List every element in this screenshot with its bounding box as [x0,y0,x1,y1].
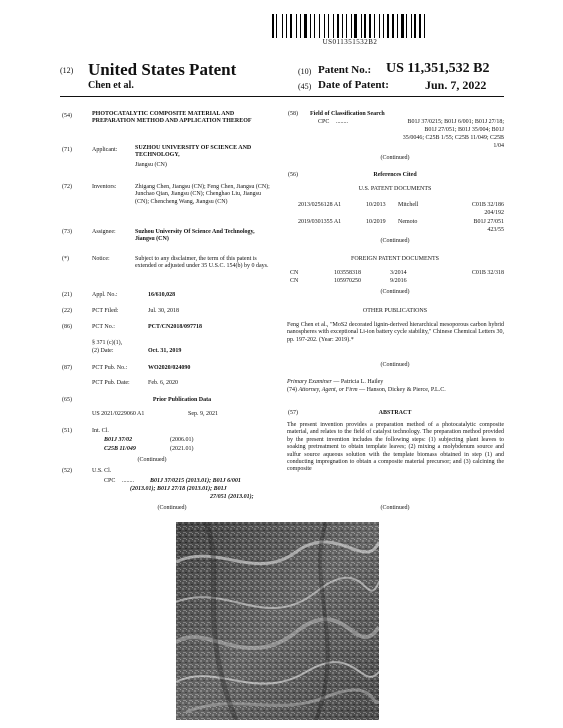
intcl-version: (2006.01) [170,437,194,443]
s371-date: Oct. 31, 2019 [148,348,182,354]
uscl-line-2: (2013.01); B01J 27/18 (2013.01); B01J [130,486,227,492]
us-doc-class: B01J 27/051 [473,219,504,225]
barcode-bar [372,14,373,38]
barcode-bar [426,14,428,38]
barcode-bar [413,14,414,38]
barcode-bar [333,14,334,38]
barcode-bar [417,14,418,38]
pub-date: Feb. 6, 2020 [148,380,178,386]
uscl-code: (52) [62,468,72,474]
barcode-bar [424,14,425,38]
notice-code: (*) [62,256,69,262]
barcode-bar [276,14,277,38]
barcode-bar [401,14,404,38]
notice-text: Subject to any disclaimer, the term of this patent is extended or adjusted under 35 U.S.C. 154(b) by 0 days. [135,256,269,270]
barcode-bar [398,14,400,38]
inventors-label: Inventors: [92,184,117,190]
micrograph-image [176,522,379,720]
field-continued: (Continued) [380,155,410,161]
refs-code: (56) [288,172,298,178]
abstract-text: The present invention provides a preparation method of a photocatalytic composite material, and relates to the field of catalyst technology. The preparation method provided by the present invention includes the following steps: (1) subjecting plant leaves to soaking pretreatment to obtain template leaves; (2) mixing a molybdenum source and sulfur source aqueous solution with the template biomass obtained in step (1) and conducting impregnation to obtain a composite material precursor; and (3) calcining the composite [287,422,504,473]
barcode-bar [405,14,406,38]
barcode-bar [340,14,341,38]
field-label: Field of Classification Search [310,111,385,117]
field-line-1: B01J 37/0215; B01J 6/001; B01J 27/18; [407,119,504,125]
barcode-bar [312,14,313,38]
foreign-doc-date: 9/2016 [390,278,407,284]
notice-label: Notice: [92,256,110,262]
barcode-number: US011351532B2 [322,38,378,46]
patent-no-label: Patent No.: [318,64,372,76]
foreign-doc-class: C01B 32/318 [471,270,504,276]
intcl-version: (2021.01) [170,446,194,452]
patent-date: Jun. 7, 2022 [425,78,487,92]
refs-heading: References Cited [373,172,417,178]
applicant-name: SUZHOU UNIVERSITY OF SCIENCE AND TECHNOLOGY, [135,145,252,159]
foreign-doc-number: 105970250 [334,278,361,284]
barcode-bar [326,14,327,38]
barcode-bar [346,14,347,38]
us-docs-continued: (Continued) [380,238,410,244]
prior-date: Sep. 9, 2021 [188,411,218,417]
barcode-bar [319,14,320,38]
field-line-3: 35/0046; C25B 1/55; C25B 11/049; C25B [402,135,504,141]
foreign-docs-heading: FOREIGN PATENT DOCUMENTS [350,256,439,262]
barcode-bar [282,14,283,38]
barcode-bar [367,14,368,38]
appl-label: Appl. No.: [92,292,118,298]
barcode-bar [422,14,423,38]
code-45: (45) [298,82,312,91]
barcode-bar [380,14,382,38]
abstract-continued: (Continued) [380,505,410,511]
s371-date-label: (2) Date: [92,348,114,354]
barcode-bar [414,14,416,38]
intcl-class: B01J 37/02 [104,437,133,443]
s371-label: § 371 (c)(1), [92,340,123,346]
us-doc-date: 10/2013 [366,202,386,208]
uscl-line-3: 27/051 (2013.01); [210,494,254,500]
barcode-bar [296,14,297,38]
prior-number: US 2021/0229060 A1 [92,411,145,417]
document-type: United States Patent [88,60,237,79]
foreign-doc-number: 103558318 [334,270,361,276]
foreign-doc-date: 3/2014 [390,270,407,276]
barcode-bar [293,14,296,38]
barcode-bar [379,14,380,38]
pub-label: PCT Pub. No.: [92,365,128,371]
attorney-name: Hanson, Dickey & Pierce, P.L.C. [366,387,446,393]
code-10: (10) [298,67,312,76]
applicant-location: Jiangsu (CN) [135,162,167,168]
applicant-label: Applicant: [92,147,118,153]
barcode-bar [390,14,391,38]
barcode-bar [397,14,398,38]
barcode-bar [278,14,281,38]
foreign-docs-continued: (Continued) [380,289,410,295]
other-pubs-continued: (Continued) [380,362,410,368]
us-doc-name: Mitchell [398,202,419,208]
title-code: (54) [62,113,72,119]
uscl-label: U.S. Cl. [92,468,112,474]
barcode-bar [395,14,396,38]
us-docs-heading: U.S. PATENT DOCUMENTS [358,186,432,192]
barcode-bar [290,14,292,38]
barcode-bar [364,14,366,38]
barcode-bar [316,14,318,38]
barcode-bar [419,14,422,38]
date-label: Date of Patent: [318,79,389,91]
pct-label: PCT No.: [92,324,115,330]
us-doc-class: C01B 32/186 [471,202,504,208]
barcode-bar [362,14,363,38]
intcl-continued: (Continued) [137,457,167,463]
us-doc-number: 2013/0256128 A1 [298,202,342,208]
barcode-bar [369,14,372,38]
barcode-bar [288,14,289,38]
assignee-code: (73) [62,229,72,235]
field-line-2: B01J 27/051; B01J 35/004; B01J [424,127,504,133]
field-line-4: 1/04 [493,143,504,149]
filed-code: (22) [62,308,72,314]
prior-code: (65) [62,397,72,403]
barcode-bar [385,14,386,38]
header-rule [60,96,504,97]
intcl-code: (51) [62,428,72,434]
barcode-bar [304,14,307,38]
pub-date-label: PCT Pub. Date: [92,380,130,386]
intcl-class: C25B 11/049 [104,446,136,452]
foreign-doc-country: CN [290,278,299,284]
applicant-code: (71) [62,147,72,153]
pct-code: (86) [62,324,72,330]
other-pubs-text: Feng Chen et al., "MoS2 decorated lignin-derived hierarchical mesoporous carbon hybrid nanospheres with exceptional Li-ion battery cycle stability," Chinese Chemical Letters 30, pp. 197-202. (Year: 2019).* [287,322,504,343]
uscl-line-1: B01J 37/0215 (2013.01); B01J 6/001 [150,478,241,484]
barcode-bar [286,14,287,38]
barcode [272,14,428,38]
intcl-label: Int. Cl. [92,428,109,434]
pct-number: PCT/CN2018/097718 [148,324,202,330]
barcode-bar [284,14,286,38]
invention-title: PHOTOCATALYTIC COMPOSITE MATERIAL AND PREPARATION METHOD AND APPLICATION THEREOF [92,111,252,125]
barcode-bar [298,14,299,38]
uscl-continued: (Continued) [157,505,187,511]
barcode-bar [344,14,345,38]
examiner-label: Primary Examiner [287,379,332,385]
filed-date: Jul. 30, 2018 [148,308,180,314]
inventor-short: Chen et al. [88,80,134,91]
us-doc-date: 10/2019 [366,219,386,225]
barcode-bar [314,14,315,38]
barcode-bar [302,14,303,38]
attorney-label: Attorney, Agent, or Firm [298,387,358,393]
barcode-bar [310,14,312,38]
us-doc-name: Nemoto [398,219,418,225]
barcode-bar [275,14,276,38]
barcode-bar [328,14,330,38]
barcode-bar [406,14,407,38]
inventors-list: Zhigang Chen, Jiangsu (CN); Feng Chen, Jiangsu (CN); Junchao Qian, Jiangsu (CN); Chenghao Liu, Jiangsu (CN); Chencheng Wang, Jiangsu (CN) [135,184,270,205]
barcode-bar [387,14,390,38]
barcode-bar [376,14,378,38]
barcode-bar [300,14,302,38]
us-doc-subclass: 204/192 [484,210,504,216]
examiner-name: Patricia L. Hailey [340,379,384,385]
inventors-code: (72) [62,184,72,190]
barcode-bar [358,14,360,38]
abstract-code: (57) [288,410,298,416]
barcode-bar [308,14,309,38]
barcode-bar [342,14,344,38]
abstract-heading: ABSTRACT [378,410,412,416]
appl-number: 16/610,028 [148,292,176,298]
patent-number: US 11,351,532 B2 [386,61,490,76]
filed-label: PCT Filed: [92,308,119,314]
us-doc-subclass: 423/55 [487,227,504,233]
pub-number: WO2020/024090 [148,365,191,371]
assignee-name: Suzhou University Of Science And Technology, Jiangsu (CN) [135,229,255,243]
barcode-bar [324,14,325,38]
prior-heading: Prior Publication Data [152,397,212,403]
barcode-bar [411,14,412,38]
barcode-bar [408,14,410,38]
barcode-bar [361,14,362,38]
field-cpc-label: CPC [318,119,330,125]
barcode-bar [335,14,336,38]
barcode-bar [353,14,354,38]
foreign-doc-country: CN [290,270,299,276]
barcode-bar [392,14,394,38]
us-doc-number: 2019/0301355 A1 [298,219,342,225]
barcode-bar [354,14,357,38]
pub-code: (87) [62,365,72,371]
barcode-bar [383,14,384,38]
barcode-bar [330,14,332,38]
cpc-label: CPC [104,478,116,484]
barcode-bar [348,14,350,38]
micrograph-figure [176,522,379,720]
appl-code: (21) [62,292,72,298]
barcode-bar [272,14,274,38]
barcode-bar [337,14,340,38]
barcode-bar [320,14,323,38]
other-pubs-heading: OTHER PUBLICATIONS [362,308,428,314]
field-code: (58) [288,111,298,117]
barcode-bar [374,14,375,38]
attorney-code: (74) [287,387,297,393]
barcode-bar [351,14,352,38]
kind-code-12: (12) [60,66,74,75]
assignee-label: Assignee: [92,229,116,235]
